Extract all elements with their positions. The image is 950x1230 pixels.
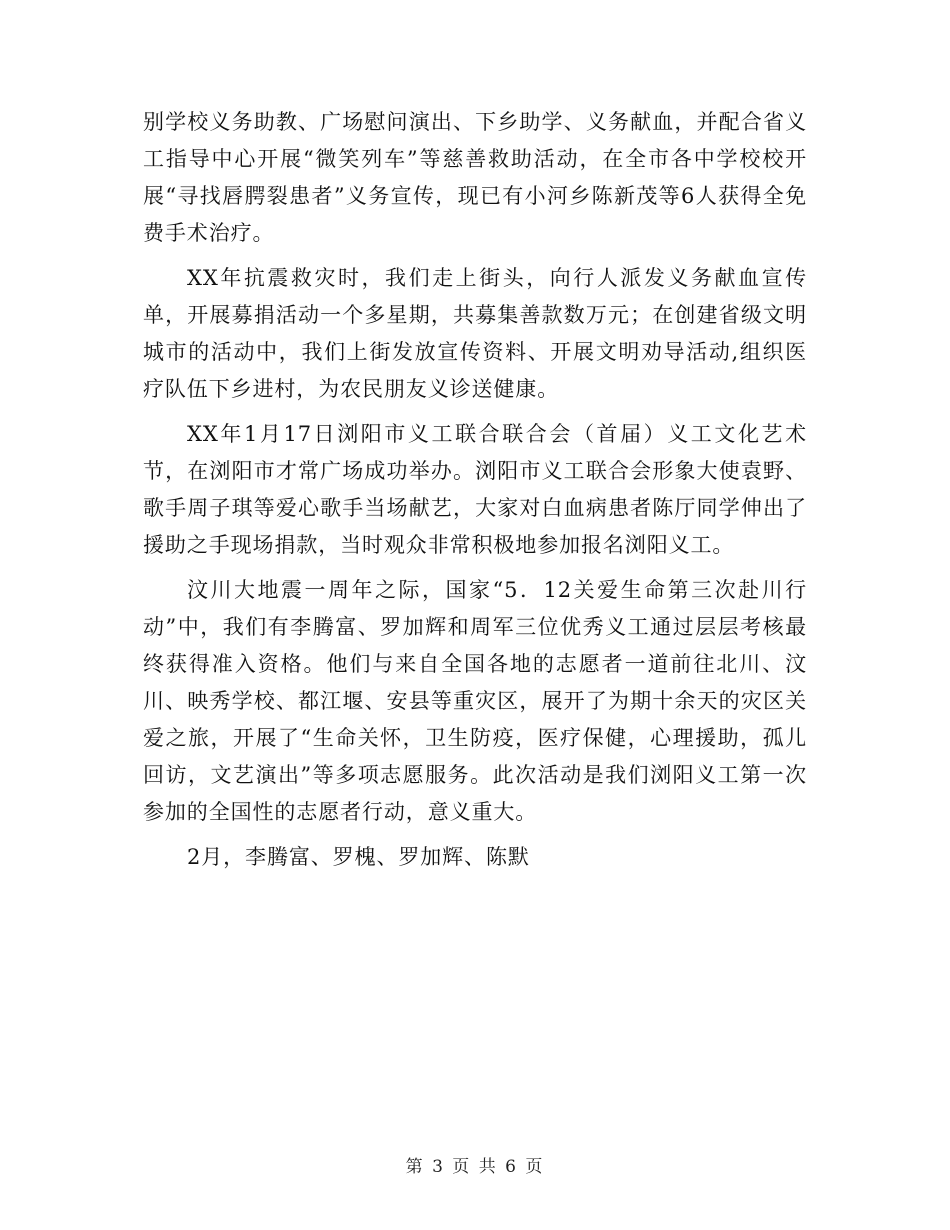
paragraph-4: 汶川大地震一周年之际，国家“5．12关爱生命第三次赴川行动”中，我们有李腾富、罗加辉和周军三位优秀义工通过层层考核最终获得准入资格。他们与来自全国各地的志愿者一道前往北川、汶川、映秀学校、都江堰、安县等重灾区，展开了为期十余天的灾区关爱之旅，开展了“生命关怀，卫生防疫，医疗保健，心理援助，孤儿回访，文艺演出”等多项志愿服务。此次活动是我们浏阳义工第一次参加的全国性的志愿者行动，意义重大。 (143, 578, 807, 824)
page-number-footer: 第 3 页 共 6 页 (405, 1157, 545, 1177)
paragraph-3: XX年1月17日浏阳市义工联合联合会（首届）义工文化艺术节，在浏阳市才常广场成功举办。浏阳市义工联合会形象大使袁野、歌手周子琪等爱心歌手当场献艺，大家对白血病患者陈厅同学伸出了援助之手现场捐款，当时观众非常积极地参加报名浏阳义工。 (143, 422, 807, 557)
document-body (143, 104, 807, 884)
paragraph-2: XX年抗震救灾时，我们走上街头，向行人派发义务献血宣传单，开展募捐活动一个多星期，共募集善款数万元；在创建省级文明城市的活动中，我们上街发放宣传资料、开展文明劝导活动,组织医疗队伍下乡进村，为农民朋友义诊送健康。 (143, 266, 807, 401)
paragraph-5: 2月，李腾富、罗槐、罗加辉、陈默 (187, 845, 530, 869)
paragraph-1: 别学校义务助教、广场慰问演出、下乡助学、义务献血，并配合省义工指导中心开展“微笑列车”等慈善救助活动，在全市各中学校校开展“寻找唇腭裂患者”义务宣传，现已有小河乡陈新茂等6人获得全免费手术治疗。 (143, 110, 807, 245)
